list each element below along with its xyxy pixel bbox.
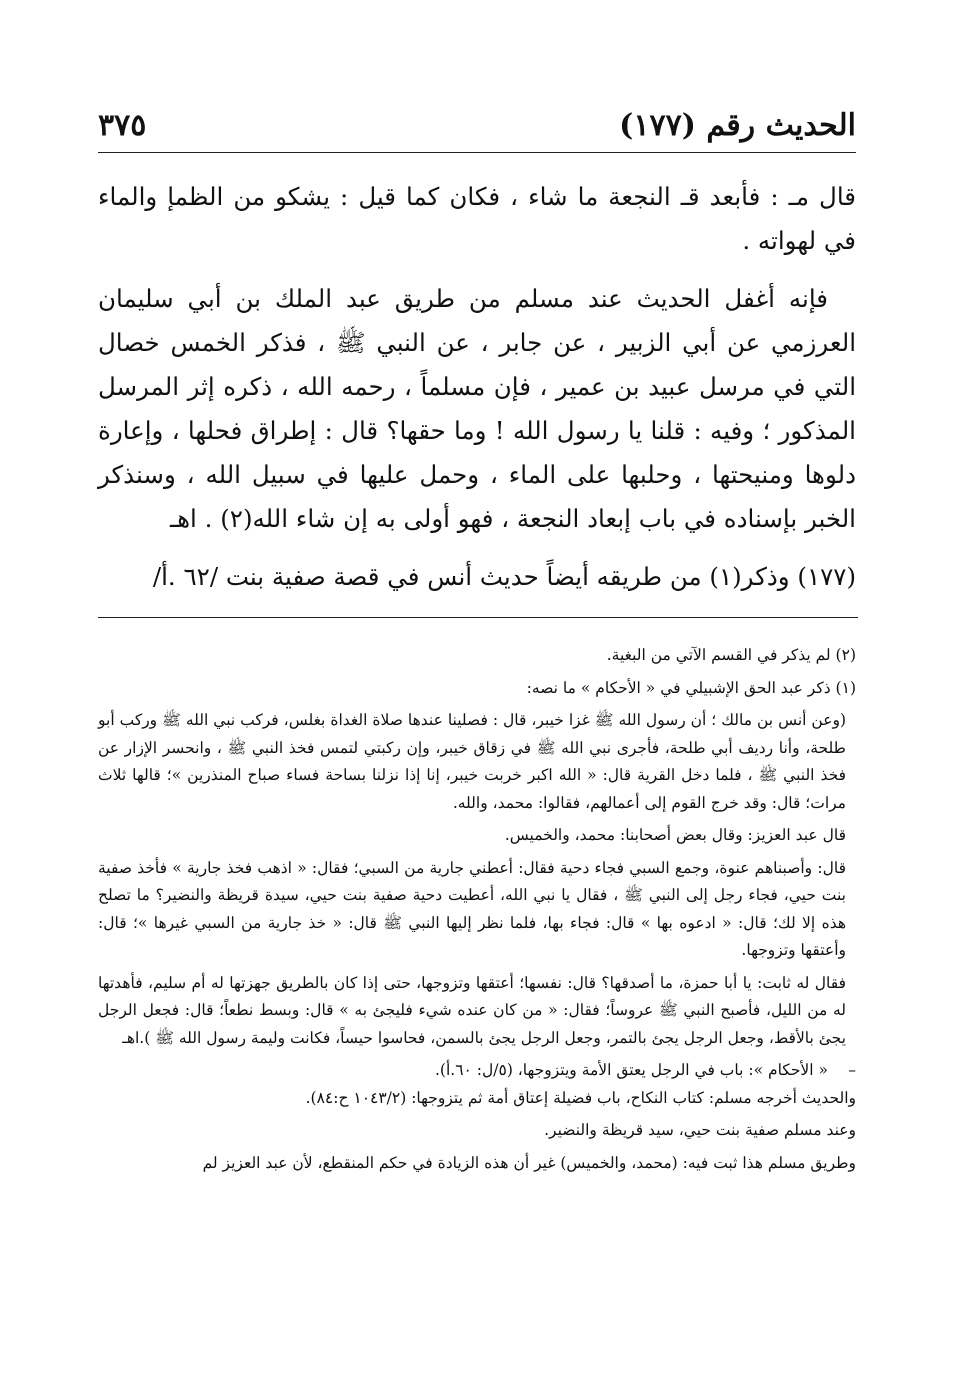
body-paragraph: (١٧٧) وذكر(١) من طريقه أيضاً حديث أنس في قصة صفية بنت /٦٢ .أ/ bbox=[152, 562, 856, 591]
footnote-line: وعند مسلم صفية بنت حيي، سيد قريظة والنضير. bbox=[544, 1121, 856, 1139]
footnote-separator bbox=[98, 617, 858, 618]
dash-marker: – bbox=[848, 1061, 856, 1079]
main-text bbox=[98, 175, 856, 613]
running-title: الحديث رقم (١٧٧) bbox=[619, 107, 856, 143]
body-paragraph: قال مـ : فأبعد قـ النجعة ما شاء ، فكان كما قيل : يشكو من الظمإ والماء في لهواته . bbox=[98, 182, 856, 255]
page-header bbox=[98, 98, 856, 153]
footnote-source-text: « الأحكام »: باب في الرجل يعتق الأمة ويتزوجها، (٥/ل: ٦٠.أ). bbox=[434, 1061, 828, 1079]
footnote-line: والحديث أخرجه مسلم: كتاب النكاح، باب فضيلة إعتاق أمة ثم يتزوجها: (١٠٤٣/٢ ح:٨٤). bbox=[305, 1088, 856, 1107]
footnotes bbox=[98, 642, 856, 1182]
footnote-line: وطريق مسلم هذا ثبت فيه: (محمد، والخميس) غير أن هذه الزيادة في حكم المنقطع، لأن عبد العزيز لم bbox=[202, 1153, 856, 1172]
footnote-2: (٢) لم يذكر في القسم الآتي من البغية. bbox=[606, 646, 856, 664]
footnote-quote: قال: وأصبناهم عنوة، وجمع السبي فجاء دحية فقال: أعطني جارية من السبي؛ فقال: « اذهب فخذ جارية » فأخذ صفية بنت حيي، فجاء رجل إلى النبي ﷺ ، فقال يا نبي الله، أعطيت دحية صفية بنت حيي، سيدة قريظة والنضير؟ ما تصلح هذه إلا لك؛ قال: « ادعوه بها » قال: فجاء بها، فلما نظر إليها النبي ﷺ قال: « خذ جارية من السبي غيرها »؛ قال: وأعتقها وتزوجها. bbox=[98, 858, 846, 959]
footnote-quote: (وعن أنس بن مالك ؛ أن رسول الله ﷺ غزا خيبر، قال : فصلينا عندها صلاة الغداة بغلس، فركب نبي الله ﷺ وركب أبو طلحة، وأنا رديف أبي طلحة، فأجرى نبي الله ﷺ في زقاق خيبر، وإن ركبتي لتمس فخذ النبي ﷺ ، وانحسر الإزار عن فخذ النبي ﷺ ، فلما دخل القرية قال: « الله اكبر خربت خيبر، إنا إذا نزلنا بساحة فساء صباح المنذرين »؛ قالها ثلاث مرات؛ قال: وقد خرج القوم إلى أعمالهم، فقالوا: محمد، والله. bbox=[98, 711, 846, 812]
footnote-source bbox=[98, 1057, 856, 1085]
footnote-quote: فقال له ثابت: يا أبا حمزة، ما أصدقها؟ قال: نفسها؛ أعتقها وتزوجها، حتى إذا كان بالطريق جهزتها له أم سليم، فأهدتها له من الليل، فأصبح النبي ﷺ عروساً؛ فقال: « من كان عنده شيء فليجئ به » قال: وبسط نطعاً؛ قال: فجعل الرجل يجئ بالأقط، وجعل الرجل يجئ بالتمر، وجعل الرجل يجئ بالسمن، فحاسوا حيساً، فكانت وليمة رسول الله ﷺ ).اهـ bbox=[98, 973, 846, 1047]
footnote-quote: قال عبد العزيز: وقال بعض أصحابنا: محمد، والخميس. bbox=[504, 826, 846, 844]
page-number: ٣٧٥ bbox=[98, 107, 147, 143]
body-paragraph: فإنه أغفل الحديث عند مسلم من طريق عبد الملك بن أبي سليمان العرزمي عن أبي الزبير ، عن جابر ، عن النبي ﷺ ، فذكر الخمس خصال التي في مرسل عبيد بن عمير ، فإن مسلماً ، رحمه الله ، ذكره إثر المرسل المذكور ؛ وفيه : قلنا يا رسول الله ! وما حقها؟ قال : إطراق فحلها ، وإعارة دلوها ومنيحتها ، وحلبها على الماء ، وحمل عليها في سبيل الله ، وسنذكر الخبر بإسناده في باب إبعاد النجعة ، فهو أولى به إن شاء الله(٢) . اهـ bbox=[98, 284, 856, 533]
footnote-1: (١) ذكر عبد الحق الإشبيلي في « الأحكام » ما نصه: bbox=[526, 678, 856, 697]
